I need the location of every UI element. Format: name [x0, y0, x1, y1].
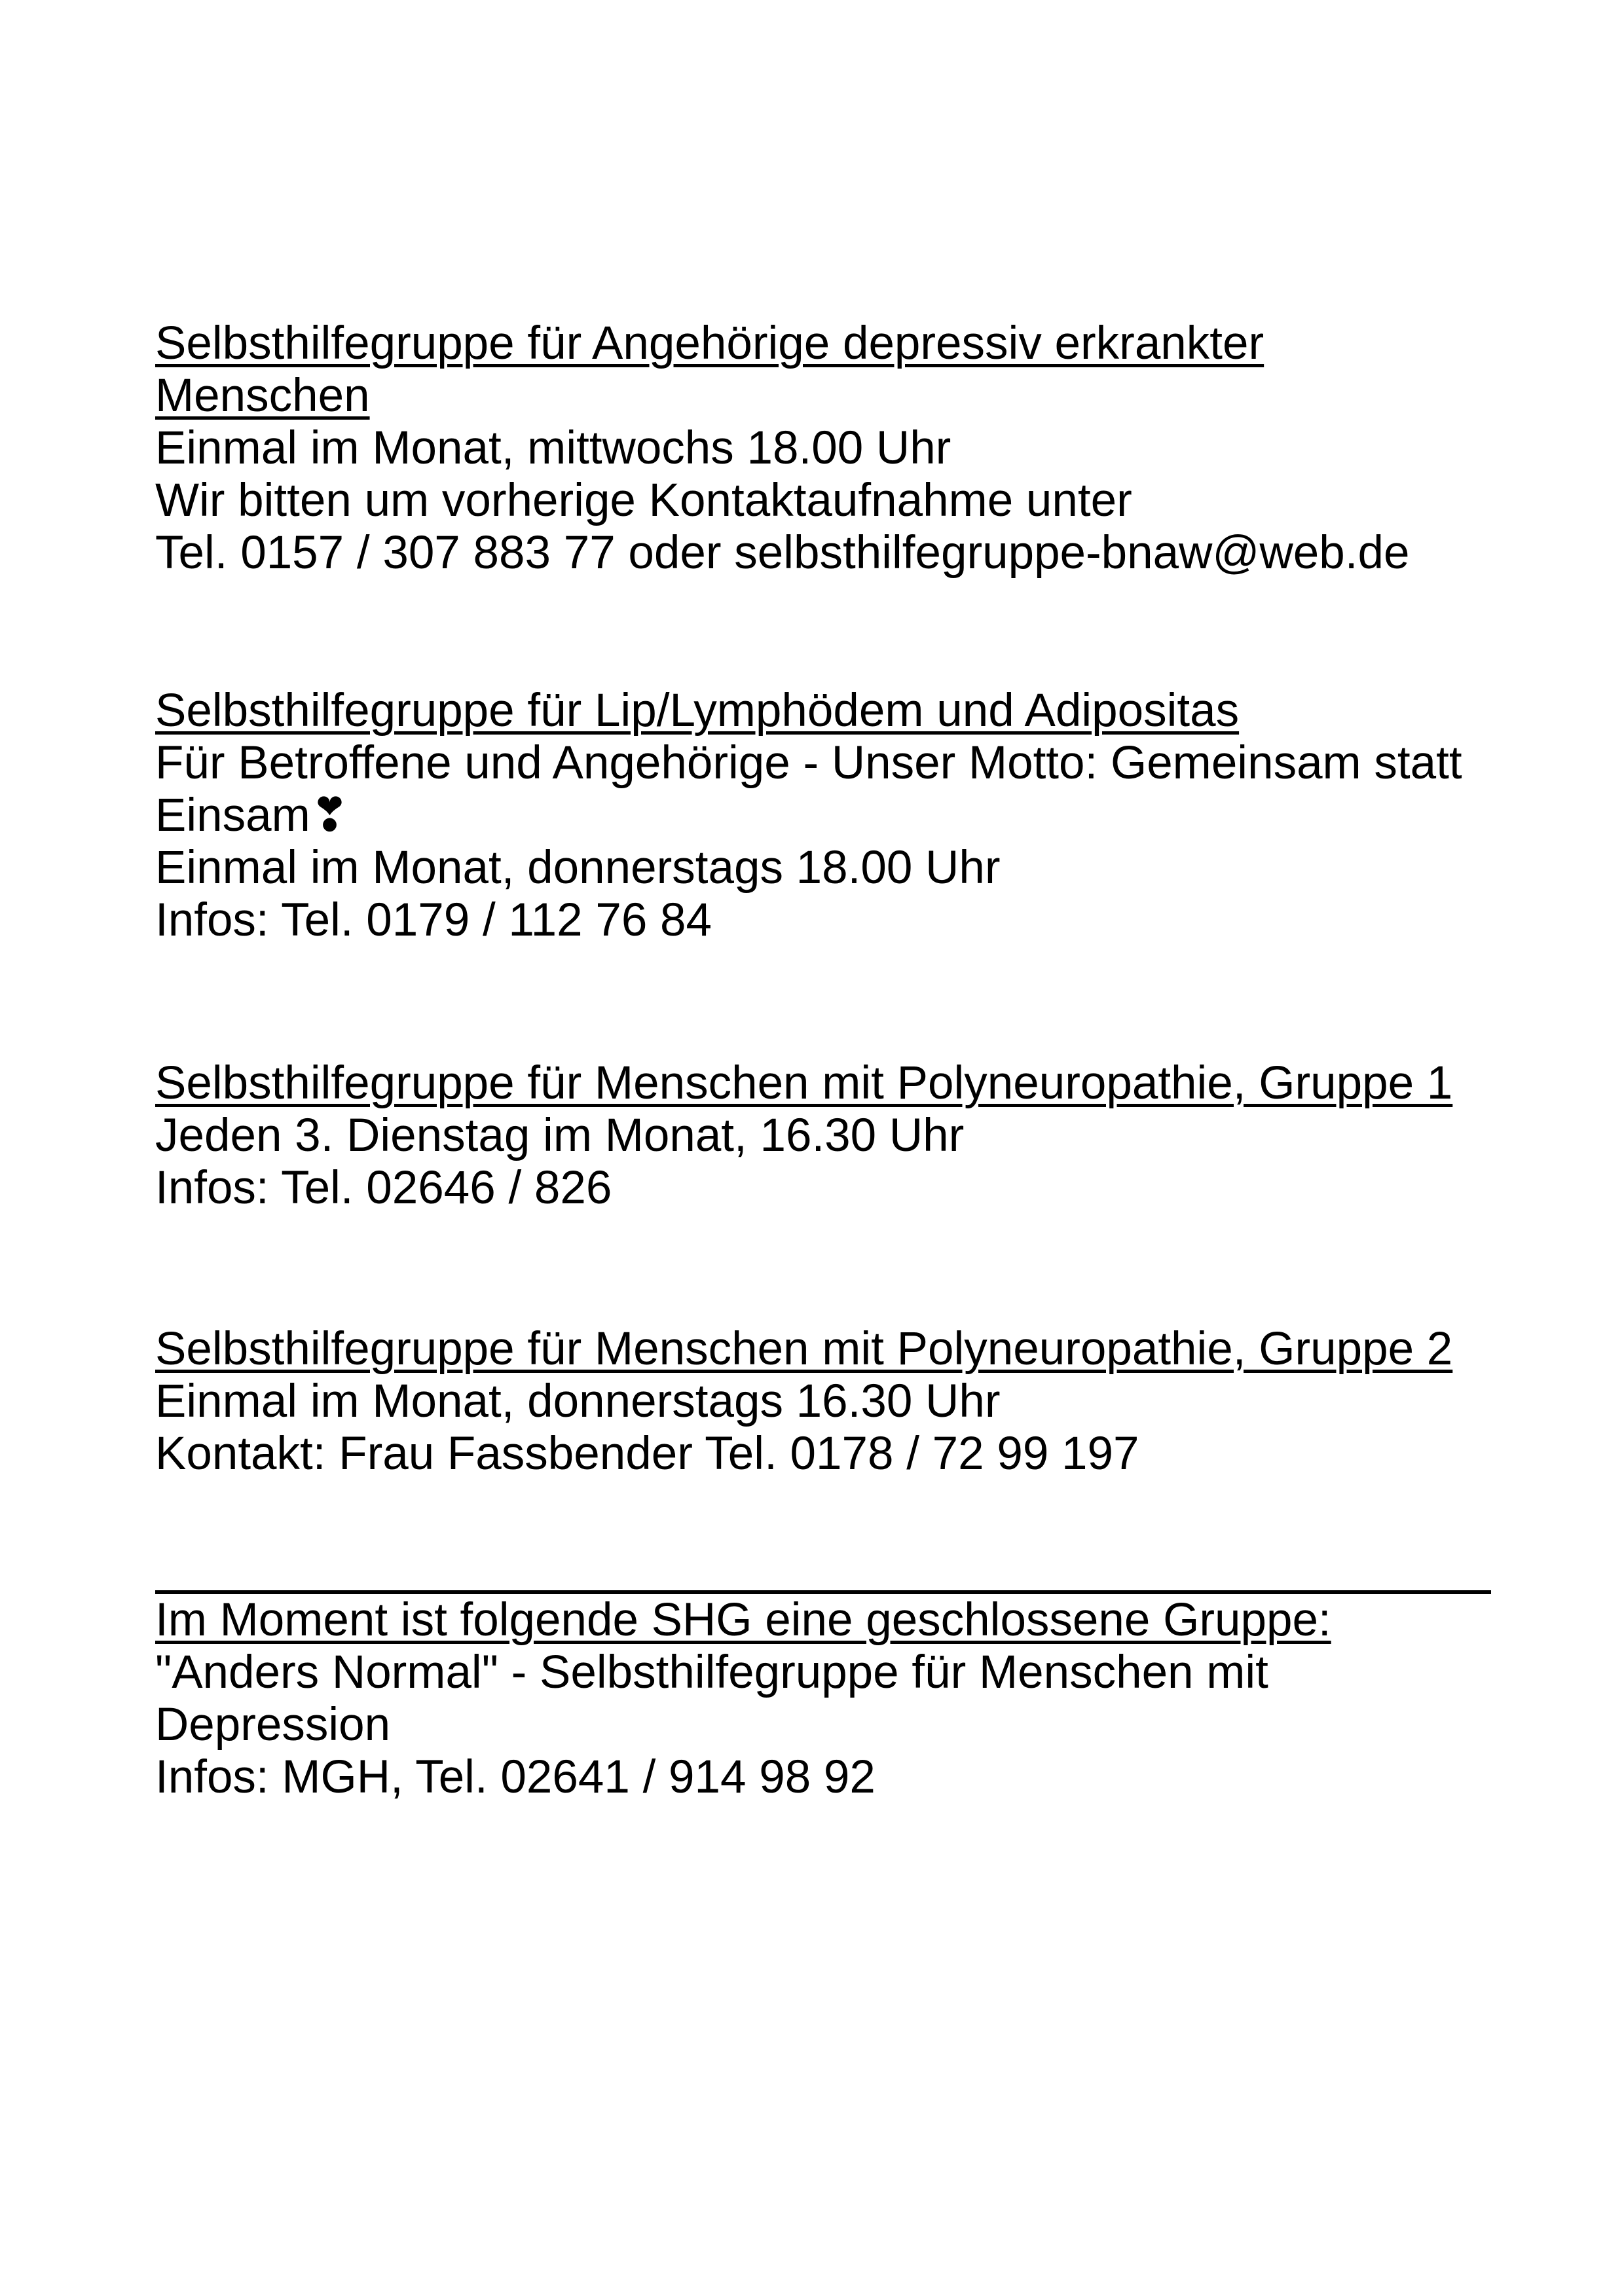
closed-group-contact-line: Infos: MGH, Tel. 02641 / 914 98 92 — [155, 1751, 876, 1803]
closed-group-name-line: "Anders Normal" - Selbsthilfegruppe für Menschen mit Depression — [155, 1647, 1268, 1751]
contact-line: Kontakt: Frau Fassbender Tel. 0178 / 72 99 197 — [155, 1428, 1139, 1480]
closed-group-heading — [155, 1594, 1478, 1647]
contact-line: Infos: Tel. 02646 / 826 — [155, 1162, 612, 1214]
support-group-section-lymphoedem-adipositas — [155, 685, 1478, 947]
schedule-line: Jeden 3. Dienstag im Monat, 16.30 Uhr — [155, 1110, 965, 1161]
group-heading — [155, 685, 1478, 737]
support-group-section-polyneuropathie-1 — [155, 1057, 1478, 1214]
schedule-line: Einmal im Monat, donnerstags 16.30 Uhr — [155, 1376, 1001, 1427]
group-heading — [155, 318, 1478, 422]
group-heading — [155, 1323, 1478, 1376]
contact-intro-line: Wir bitten um vorherige Kontaktaufnahme unter — [155, 475, 1132, 526]
contact-line: Tel. 0157 / 307 883 77 oder selbsthilfegruppe-bnaw@web.de — [155, 527, 1410, 579]
group-heading-text: Selbsthilfegruppe für Angehörige depressiv erkrankter Menschen — [155, 318, 1264, 422]
closed-group-heading-text: Im Moment ist folgende SHG eine geschlossene Gruppe: — [155, 1594, 1331, 1646]
description-line: Für Betroffene und Angehörige - Unser Motto: Gemeinsam statt Einsam❣ — [155, 737, 1462, 841]
group-heading-text: Selbsthilfegruppe für Lip/Lymphödem und Adipositas — [155, 685, 1240, 737]
closed-group-section — [155, 1594, 1478, 1804]
schedule-line: Einmal im Monat, mittwochs 18.00 Uhr — [155, 422, 951, 474]
group-heading-text: Selbsthilfegruppe für Menschen mit Polyneuropathie, Gruppe 1 — [155, 1057, 1453, 1109]
support-group-section-angehoerige-depression — [155, 318, 1478, 579]
group-heading — [155, 1057, 1478, 1110]
group-heading-text: Selbsthilfegruppe für Menschen mit Polyneuropathie, Gruppe 2 — [155, 1323, 1453, 1375]
support-group-section-polyneuropathie-2 — [155, 1323, 1478, 1480]
document-body — [155, 318, 1478, 1804]
schedule-line: Einmal im Monat, donnerstags 18.00 Uhr — [155, 842, 1001, 894]
contact-line: Infos: Tel. 0179 / 112 76 84 — [155, 894, 712, 946]
